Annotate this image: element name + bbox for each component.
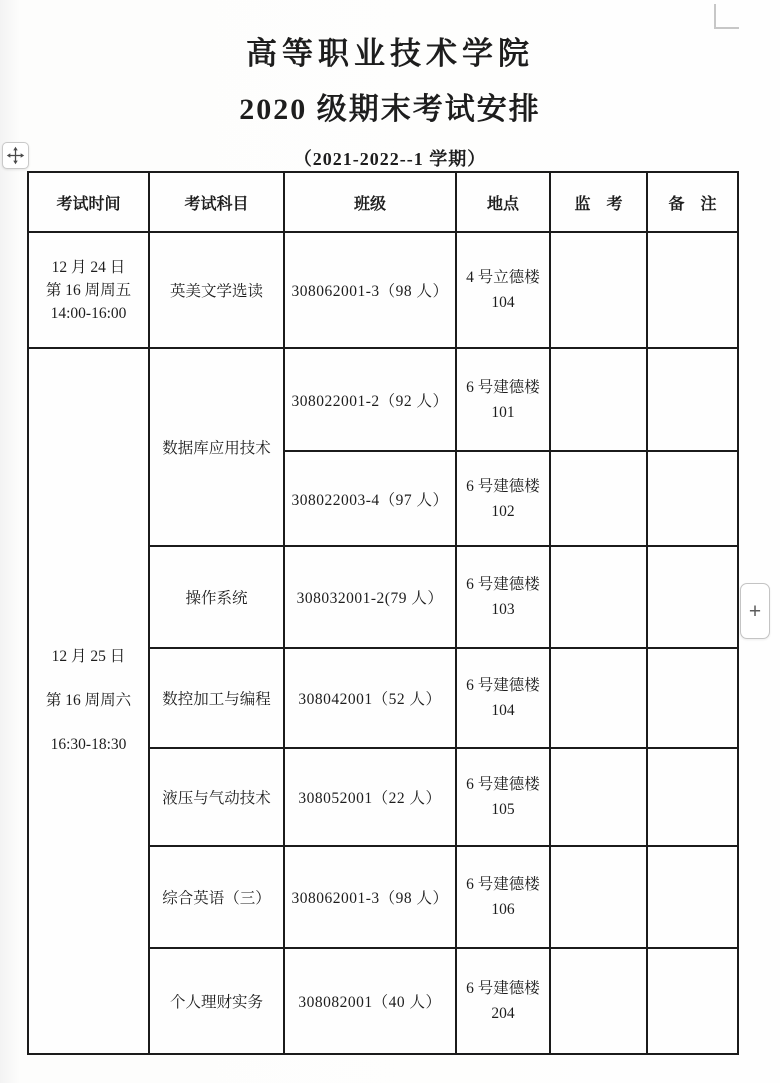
invigilator-cell [550, 648, 647, 748]
location-cell [456, 748, 550, 846]
subject-cell: 数控加工与编程 [149, 648, 284, 748]
class-cell: 308022001-2（92 人） [284, 348, 456, 451]
location-room: 102 [491, 502, 515, 520]
location-cell [456, 232, 550, 348]
class-cell: 308062001-3（98 人） [284, 232, 456, 348]
class-cell: 308032001-2(79 人） [284, 546, 456, 648]
plus-icon: + [748, 599, 762, 623]
location-room: 204 [491, 1005, 515, 1022]
location-room: 105 [491, 801, 515, 818]
subject-cell: 数据库应用技术 [149, 348, 284, 546]
document-header [0, 28, 780, 171]
notes-cell [647, 546, 738, 648]
add-column-button[interactable] [740, 583, 770, 639]
table-move-handle-button[interactable] [2, 142, 29, 169]
col-header-location: 地点 [456, 172, 550, 232]
col-header-time: 考试时间 [28, 172, 149, 232]
exam-time-cell [28, 232, 149, 348]
col-header-subject: 考试科目 [149, 172, 284, 232]
exam-time-cell [28, 348, 149, 1054]
textbox-corner-mark [714, 4, 739, 29]
location-cell [456, 546, 550, 648]
class-cell: 308062001-3（98 人） [284, 846, 456, 948]
subject-cell: 英美文学选读 [149, 232, 284, 348]
location-cell [456, 648, 550, 748]
col-header-class: 班级 [284, 172, 456, 232]
notes-cell [647, 648, 738, 748]
invigilator-cell [550, 948, 647, 1054]
location-cell [456, 846, 550, 948]
notes-cell [647, 348, 738, 451]
invigilator-cell [550, 546, 647, 648]
semester-label: （2021-2022--1 学期） [293, 149, 487, 169]
location-building: 6 号建德楼 [466, 378, 540, 396]
notes-cell [647, 748, 738, 846]
location-room: 101 [491, 403, 515, 421]
invigilator-cell [550, 451, 647, 546]
exam-schedule-table [27, 171, 739, 1055]
exam-hours: 14:00-16:00 [50, 304, 127, 322]
notes-cell [647, 232, 738, 348]
invigilator-cell [550, 748, 647, 846]
page-subtitle: 2020 级期末考试安排 [239, 93, 541, 126]
notes-cell [647, 948, 738, 1054]
location-building: 6 号建德楼 [466, 677, 540, 694]
class-cell: 308052001（22 人） [284, 748, 456, 846]
location-cell [456, 948, 550, 1054]
invigilator-cell [550, 846, 647, 948]
header-row [28, 172, 738, 232]
subject-cell: 液压与气动技术 [149, 748, 284, 846]
class-cell: 308042001（52 人） [284, 648, 456, 748]
location-building: 6 号建德楼 [466, 876, 540, 893]
col-header-notes: 备 注 [647, 172, 738, 232]
class-cell: 308082001（40 人） [284, 948, 456, 1054]
location-building: 4 号立德楼 [466, 269, 540, 286]
location-room: 104 [491, 702, 515, 719]
subject-cell: 个人理财实务 [149, 948, 284, 1054]
col-header-invigilator: 监 考 [550, 172, 647, 232]
page-title: 高等职业技术学院 [246, 36, 534, 71]
exam-date: 12 月 25 日 [51, 648, 126, 665]
exam-week: 第 16 周周五 [45, 281, 132, 299]
subject-cell: 操作系统 [149, 546, 284, 648]
exam-date: 12 月 24 日 [51, 258, 126, 276]
notes-cell [647, 846, 738, 948]
notes-cell [647, 451, 738, 546]
table-row [28, 348, 738, 451]
location-cell [456, 348, 550, 451]
subject-cell: 综合英语（三） [149, 846, 284, 948]
invigilator-cell [550, 348, 647, 451]
location-building: 6 号建德楼 [466, 477, 540, 495]
table-row [28, 232, 738, 348]
exam-hours: 16:30-18:30 [50, 736, 127, 753]
location-building: 6 号建德楼 [466, 980, 540, 997]
class-cell: 308022003-4（97 人） [284, 451, 456, 546]
location-building: 6 号建德楼 [466, 776, 540, 793]
location-room: 106 [491, 901, 515, 918]
exam-week: 第 16 周周六 [45, 692, 132, 709]
move-icon [6, 146, 25, 165]
location-room: 103 [491, 601, 515, 618]
location-building: 6 号建德楼 [466, 576, 540, 593]
location-room: 104 [491, 294, 515, 311]
location-cell [456, 451, 550, 546]
invigilator-cell [550, 232, 647, 348]
